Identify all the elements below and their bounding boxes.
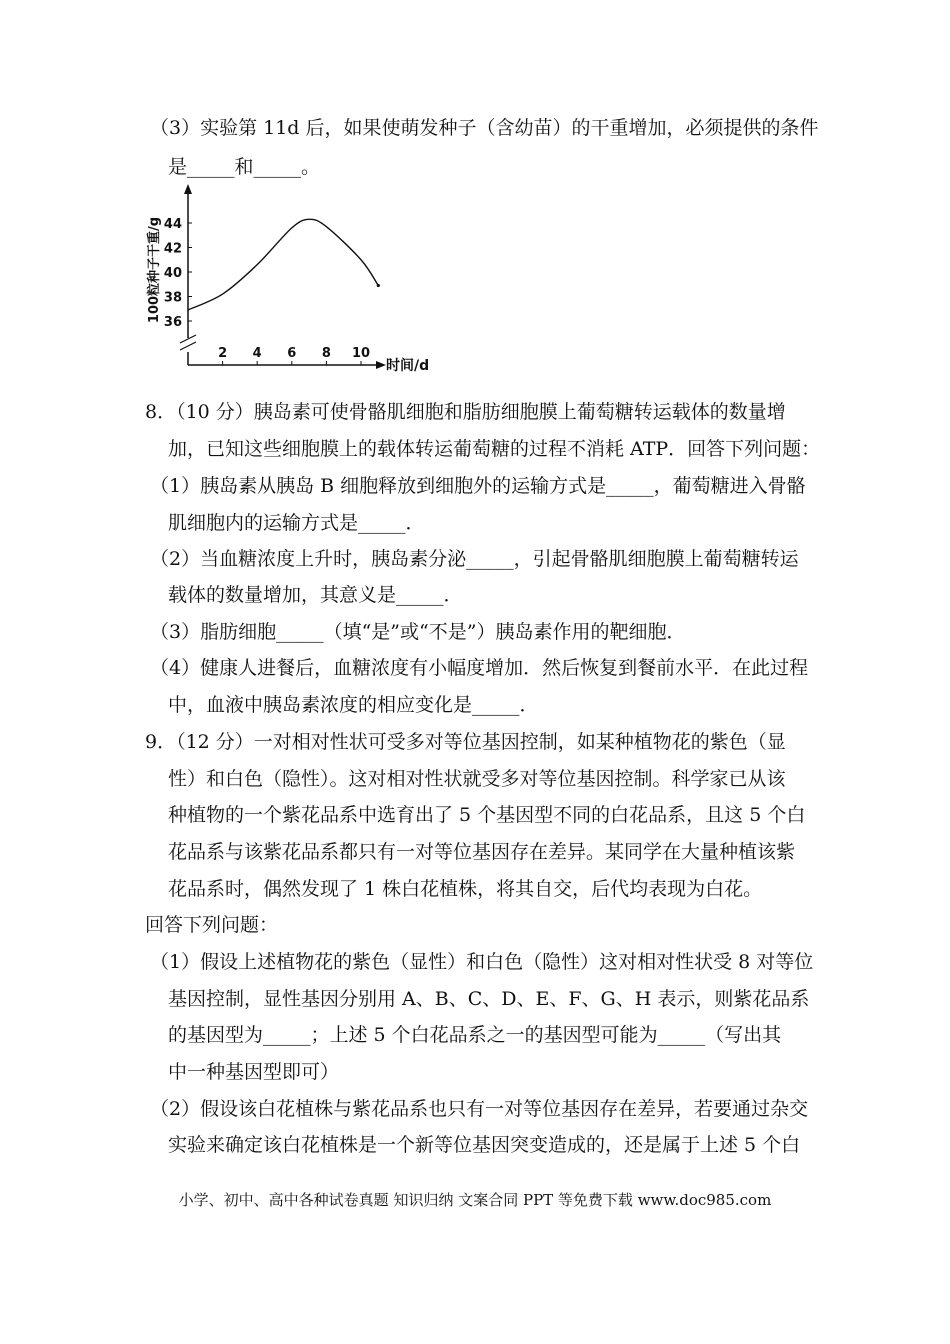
q8-p3-line1: （3）脂肪细胞_____（填“是”或“不是”）胰岛素作用的靶细胞． [150, 621, 686, 643]
y-tick-label: 38 [163, 290, 182, 306]
q8-p4-line2: 中，血液中胰岛素浓度的相应变化是_____． [168, 694, 539, 716]
x-tick-label: 2 [218, 346, 228, 361]
q8-p1-line2: 肌细胞内的运输方式是_____． [168, 512, 425, 534]
chart-y-label: 100粒种子干重/g [147, 216, 162, 324]
q9-p2-line1: （2）假设该白花植株与紫花品系也只有一对等位基因存在差异，若要通过杂交 [150, 1098, 809, 1120]
q8-p2-line2: 载体的数量增加，其意义是_____． [168, 584, 463, 606]
q9-line2: 性）和白色（隐性）。这对相对性状就受多对等位基因控制。科学家已从该 [168, 768, 786, 790]
page-footer: 小学、初中、高中各种试卷真题 知识归纳 文案合同 PPT 等免费下载 www.doc985.com [178, 1191, 772, 1209]
q9-line3: 种植物的一个紫花品系中选育出了 5 个基因型不同的白花品系，且这 5 个白 [168, 804, 806, 826]
q8-p2-line1: （2）当血糖浓度上升时，胰岛素分泌_____，引起骨骼肌细胞膜上葡萄糖转运 [150, 548, 799, 570]
y-tick-label: 36 [163, 315, 182, 330]
chart-x-ticks [218, 346, 370, 365]
q8-line2: 加，已知这些细胞膜上的载体转运葡萄糖的过程不消耗 ATP．回答下列问题： [168, 438, 821, 460]
x-tick-label: 4 [252, 346, 262, 361]
series-end-point [377, 284, 380, 287]
x-tick-label: 10 [351, 346, 371, 361]
q9-p1-line1: （1）假设上述植物花的紫色（显性）和白色（隐性）这对相对性状受 8 对等位 [150, 951, 814, 973]
x-tick-label: 8 [321, 346, 331, 361]
q8-line1: 8．（10 分）胰岛素可使骨骼肌细胞和脂肪细胞膜上葡萄糖转运载体的数量增 [145, 401, 786, 423]
x-axis-arrow [376, 361, 386, 369]
dry-weight-chart [140, 180, 450, 390]
q9-line1: 9．（12 分）一对相对性状可受多对等位基因控制，如某种植物花的紫色（显 [145, 731, 786, 753]
x-tick-label: 6 [287, 346, 297, 361]
q9-p1-line2: 基因控制，显性基因分别用 A、B、C、D、E、F、G、H 表示，则紫花品系 [168, 988, 810, 1010]
y-tick-label: 44 [163, 217, 182, 232]
q9-answer-prompt: 回答下列问题： [145, 914, 279, 936]
q8-p4-line1: （4）健康人进餐后，血糖浓度有小幅度增加．然后恢复到餐前水平．在此过程 [150, 657, 809, 679]
axis-break-mark [180, 342, 196, 350]
q7-p3-line2: 是_____和_____。 [168, 156, 321, 178]
q9-p2-line2: 实验来确定该白花植株是一个新等位基因突变造成的，还是属于上述 5 个白 [168, 1134, 801, 1156]
q9-line4: 花品系与该紫花品系都只有一对等位基因存在差异。某同学在大量种植该紫 [168, 841, 796, 863]
q9-line5: 花品系时，偶然发现了 1 株白花植株，将其自交，后代均表现为白花。 [168, 878, 763, 900]
y-tick-label: 42 [163, 241, 182, 257]
series-line [188, 219, 378, 310]
chart-x-label: 时间/d [386, 358, 430, 374]
q8-p1-line1: （1）胰岛素从胰岛 B 细胞释放到细胞外的运输方式是_____，葡萄糖进入骨骼 [150, 475, 806, 497]
chart-axes [180, 184, 386, 369]
chart-series [188, 219, 380, 310]
y-axis-arrow [184, 184, 192, 194]
q9-p1-line4: 中一种基因型即可） [168, 1061, 340, 1083]
q9-p1-line3: 的基因型为_____；上述 5 个白花品系之一的基因型可能为_____（写出其 [168, 1024, 782, 1046]
q7-p3-line1: （3）实验第 11d 后，如果使萌发种子（含幼苗）的干重增加，必须提供的条件 [150, 117, 819, 139]
y-tick-label: 40 [163, 266, 182, 281]
